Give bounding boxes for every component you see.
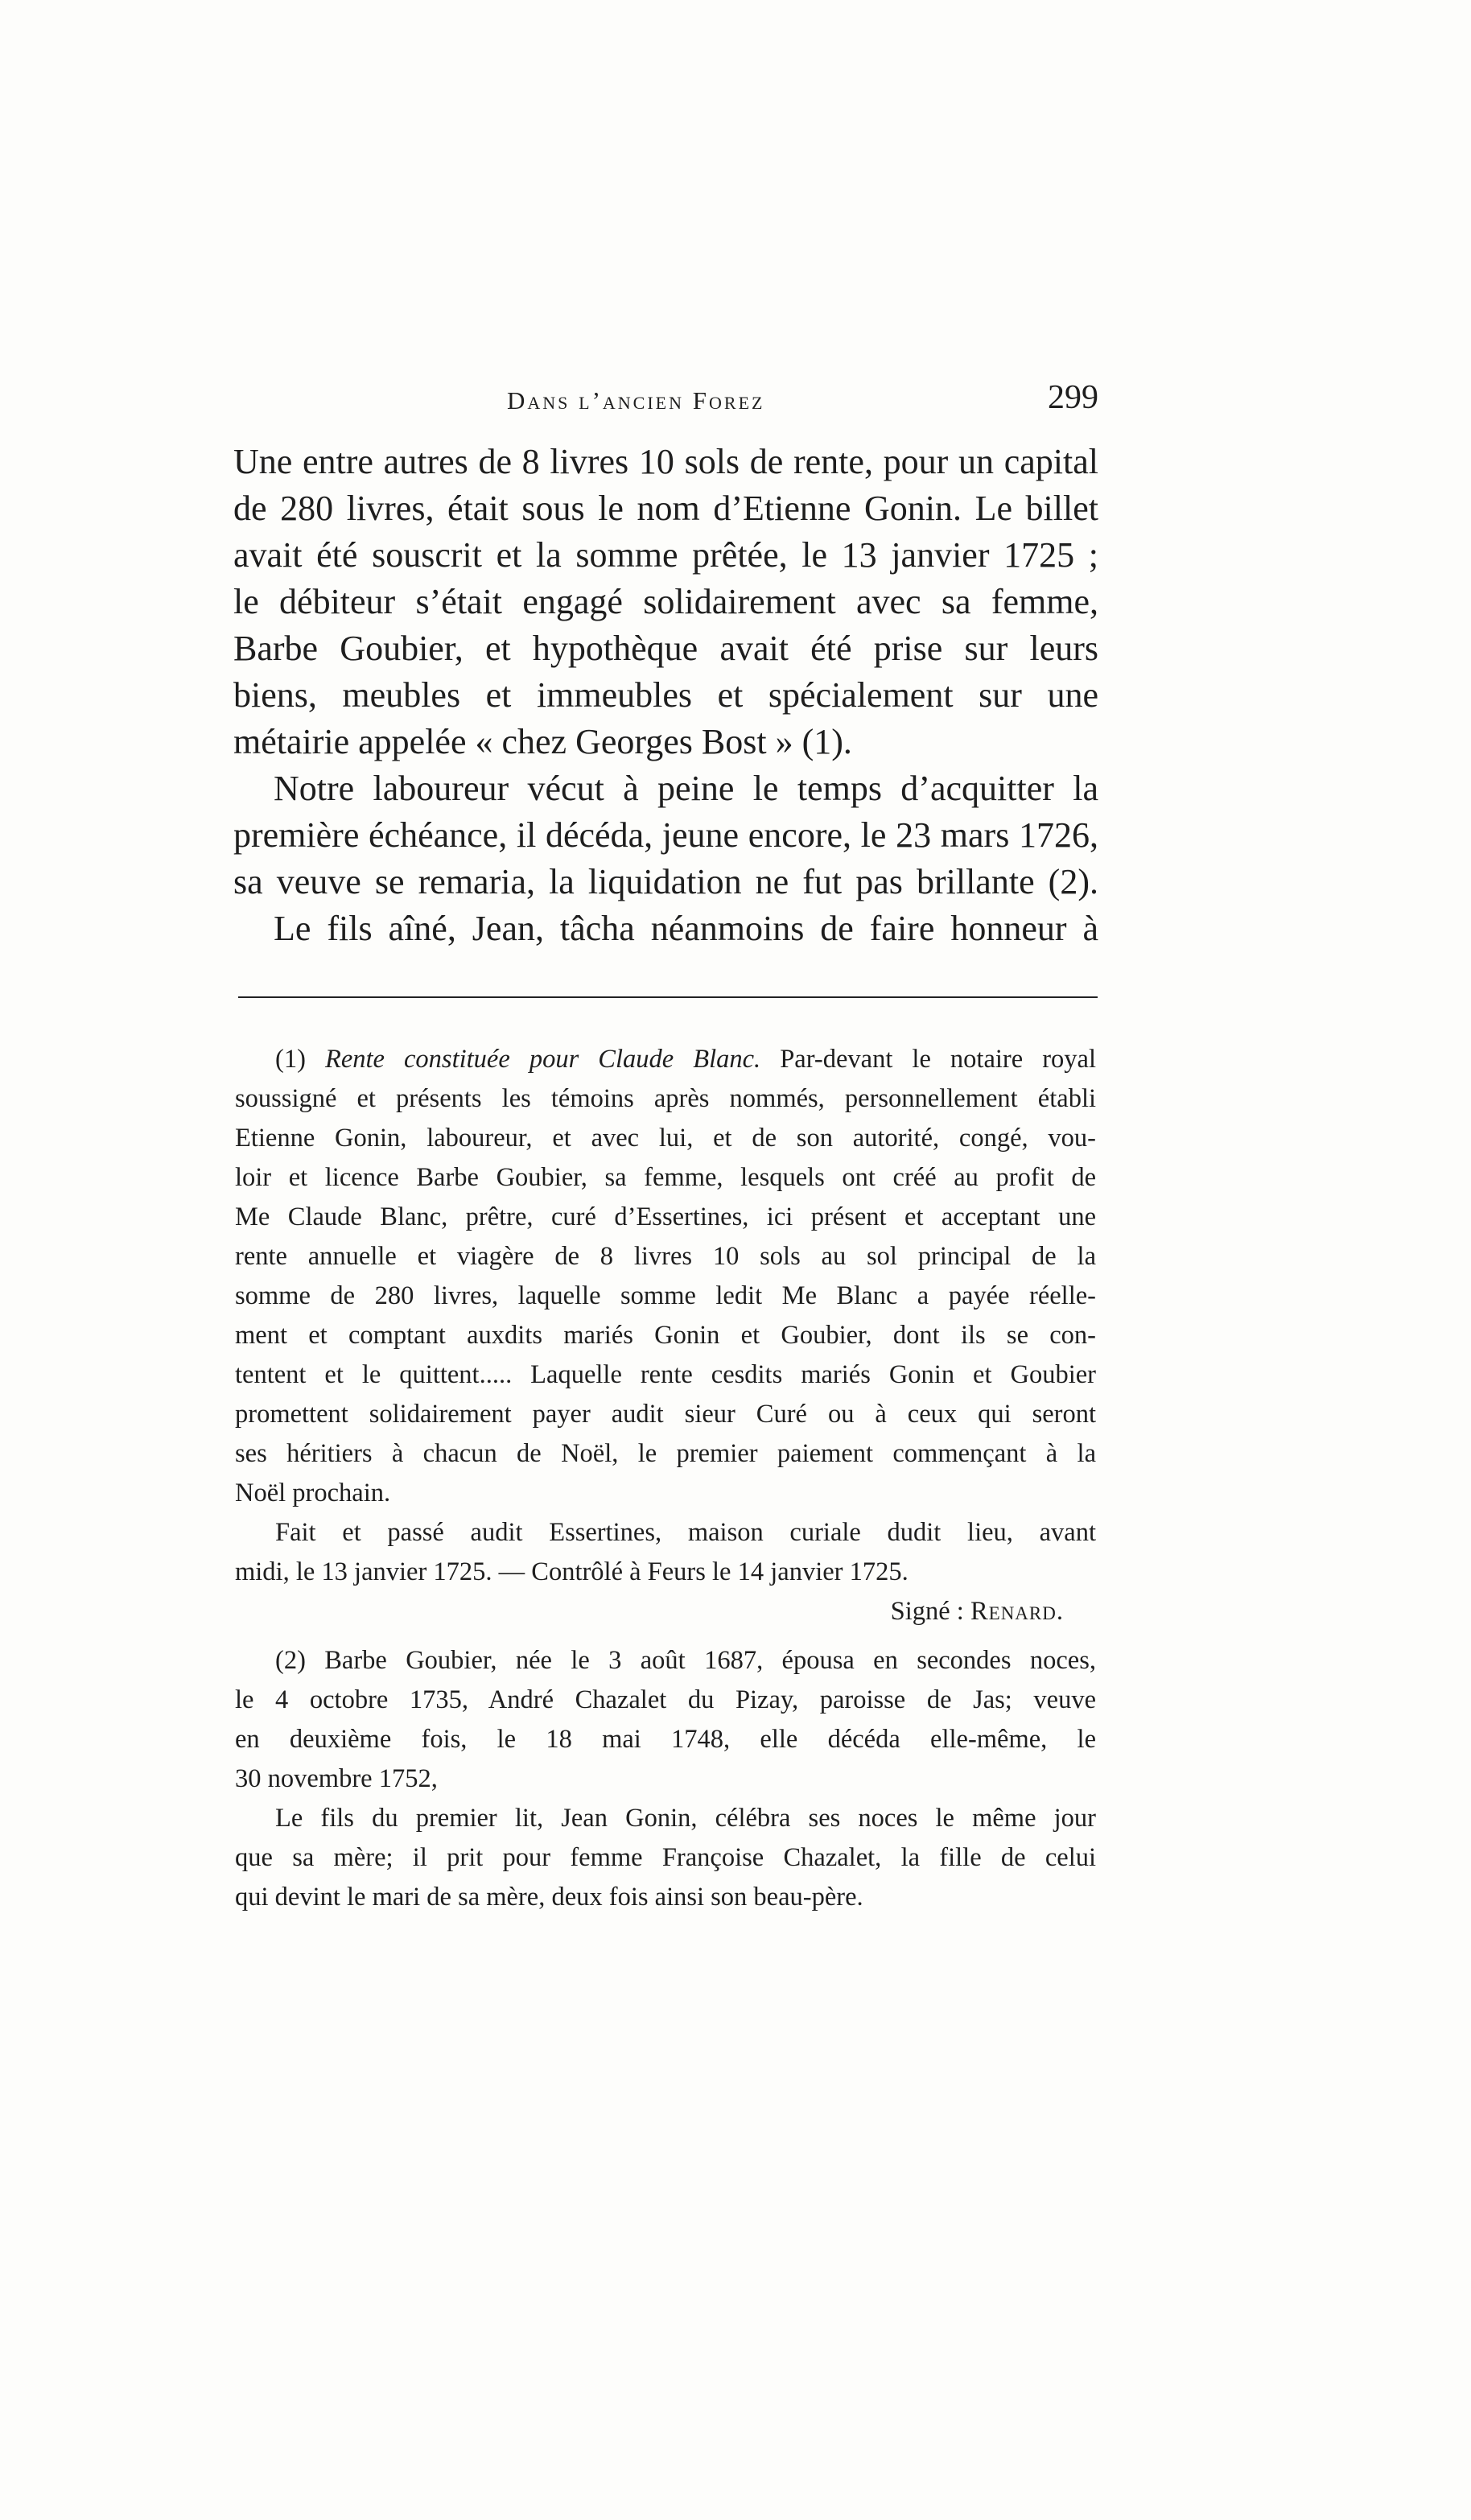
footnote-line: 30 novembre 1752, <box>235 1764 438 1793</box>
footnote-line: Le fils du premier lit, Jean Gonin, célébra ses noces le même jour <box>275 1804 1096 1833</box>
body-line: sa veuve se remaria, la liquidation ne fut pas brillante (2). <box>233 862 1098 901</box>
footnote-title: Rente constituée pour Claude Blanc. <box>324 1045 761 1074</box>
body-line: Le fils aîné, Jean, tâcha néanmoins de faire honneur à <box>274 909 1098 948</box>
body-line: le débiteur s’était engagé solidairement avec sa femme, <box>233 582 1098 621</box>
running-title: Dans l’ancien Forez <box>507 386 765 415</box>
body-line: Barbe Goubier, et hypothèque avait été prise sur leurs <box>233 629 1098 668</box>
footnote-line: ment et comptant auxdits mariés Gonin et Goubier, dont ils se con- <box>235 1321 1096 1350</box>
footnote-spacer <box>235 1631 1096 1641</box>
footnote-line: rente annuelle et viagère de 8 livres 10 sols au sol principal de la <box>235 1242 1096 1271</box>
footnote-line: ses héritiers à chacun de Noël, le premier paiement commençant à la <box>235 1439 1096 1468</box>
footnote-line: soussigné et présents les témoins après nommés, personnellement établi <box>235 1084 1096 1113</box>
footnote-marker: (1) <box>275 1045 306 1074</box>
body-line: première échéance, il décéda, jeune encore, le 23 mars 1726, <box>233 815 1098 855</box>
body-line: Notre laboureur vécut à peine le temps d’acquitter la <box>274 769 1098 808</box>
footnote-line: tentent et le quittent..... Laquelle rente cesdits mariés Gonin et Goubier <box>235 1360 1096 1389</box>
footnote-divider <box>238 996 1098 998</box>
signature-prefix: Signé : <box>890 1597 964 1626</box>
body-line: avait été souscrit et la somme prêtée, le 13 janvier 1725 ; <box>233 535 1098 575</box>
footnote-line: promettent solidairement payer audit sieur Curé ou à ceux qui seront <box>235 1400 1096 1429</box>
footnote-line: que sa mère; il prit pour femme Françoise Chazalet, la fille de celui <box>235 1843 1096 1872</box>
footnote-line: somme de 280 livres, laquelle somme ledit Me Blanc a payée réelle- <box>235 1281 1096 1310</box>
footnote-line: loir et licence Barbe Goubier, sa femme, lesquels ont créé au profit de <box>235 1163 1096 1192</box>
body-line: Une entre autres de 8 livres 10 sols de rente, pour un capital <box>233 442 1098 481</box>
body-line: métairie appelée « chez Georges Bost » (1). <box>233 722 852 761</box>
page-number: 299 <box>1048 379 1098 416</box>
footnote-line: midi, le 13 janvier 1725. — Contrôlé à Feurs le 14 janvier 1725. <box>235 1557 909 1586</box>
footnote-1-first-line <box>235 1040 1096 1079</box>
footnote-signature <box>235 1592 1096 1631</box>
footnote-text: Par-devant le notaire royal <box>780 1045 1096 1074</box>
footnote-line: Etienne Gonin, laboureur, et avec lui, et de son autorité, congé, vou- <box>235 1124 1096 1153</box>
footnote-line: en deuxième fois, le 18 mai 1748, elle décéda elle-même, le <box>235 1725 1096 1754</box>
footnote-line: qui devint le mari de sa mère, deux fois ainsi son beau-père. <box>235 1883 863 1912</box>
footnote-line: le 4 octobre 1735, André Chazalet du Pizay, paroisse de Jas; veuve <box>235 1685 1096 1714</box>
footnote-line: Noël prochain. <box>235 1479 391 1507</box>
body-line: de 280 livres, était sous le nom d’Etienne Gonin. Le billet <box>233 489 1098 528</box>
page-header <box>233 378 1098 435</box>
footnote-line: Fait et passé audit Essertines, maison curiale dudit lieu, avant <box>275 1518 1096 1547</box>
footnotes <box>235 1040 1096 1917</box>
footnote-line: Me Claude Blanc, prêtre, curé d’Essertines, ici présent et acceptant une <box>235 1202 1096 1231</box>
signature-name: Renard. <box>970 1597 1064 1626</box>
body-line: biens, meubles et immeubles et spécialement sur une <box>233 675 1098 715</box>
footnote-line: (2) Barbe Goubier, née le 3 août 1687, épousa en secondes noces, <box>275 1646 1096 1675</box>
main-text <box>233 439 1098 952</box>
